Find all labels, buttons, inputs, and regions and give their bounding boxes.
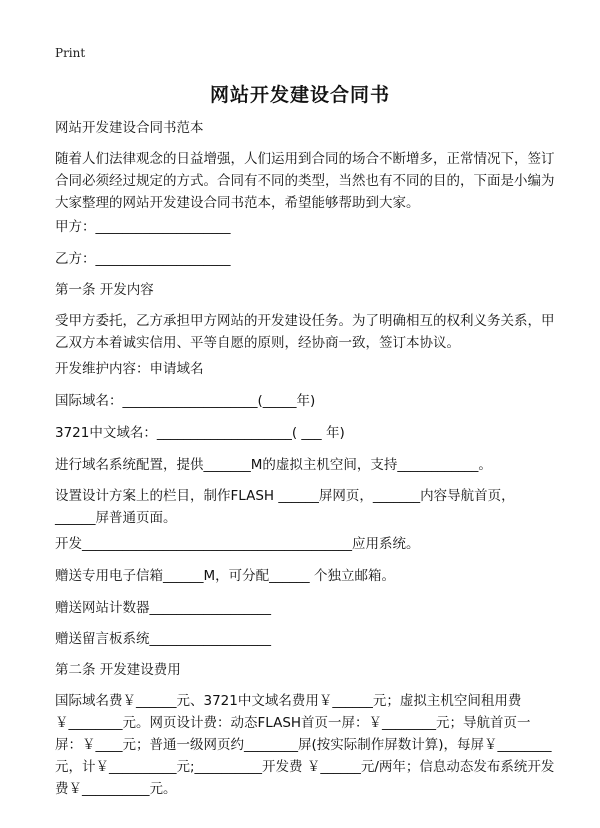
subtitle: 网站开发建设合同书范本 (55, 120, 204, 136)
intl-domain-line: 国际域名：____________________(_____年) (55, 393, 316, 409)
cn-domain-line: 3721中文域名：____________________( ___ 年) (55, 425, 345, 441)
maintenance-content: 开发维护内容：申请域名 (55, 361, 204, 377)
document-title: 网站开发建设合同书 (209, 84, 390, 106)
article-2-heading: 第二条 开发建设费用 (55, 662, 181, 678)
guestbook-line: 赠送留言板系统__________________ (55, 631, 271, 647)
email-line: 赠送专用电子信箱______M，可分配______ 个独立邮箱。 (55, 568, 395, 584)
article-1-heading: 第一条 开发内容 (55, 282, 154, 298)
hosting-line: 进行域名系统配置，提供_______M的虚拟主机空间，支持____________。 (55, 457, 492, 473)
fees-paragraph: 国际域名费￥______元、3721中文域名费用￥______元；虚拟主机空间租用费￥________元。网页设计费：动态FLASH首页一屏：￥________元；导航首页一屏：￥____元；普通一级网页约________屏(按实际制作屏数计算)，每屏￥________元，计￥__________元;__________开发费 ￥______元/两年；信息动态发布系统开发费￥__________元。 (55, 693, 555, 797)
party-b-line: 乙方：____________________ (55, 251, 231, 267)
intro-paragraph: 随着人们法律观念的日益增强，人们运用到合同的场合不断增多，正常情况下，签订合同必须经过规定的方式。合同有不同的类型，当然也有不同的目的，下面是小编为大家整理的网站开发建设合同书范本，希望能够帮助到大家。 (55, 151, 555, 211)
party-a-line: 甲方：____________________ (55, 219, 231, 235)
develop-line: 开发________________________________________应用系统。 (55, 536, 420, 552)
print-link[interactable]: Print (55, 46, 86, 60)
counter-line: 赠送网站计数器__________________ (55, 600, 271, 616)
design-line: 设置设计方案上的栏目，制作FLASH ______屏网页，_______内容导航首页，______屏普通页面。 (55, 488, 515, 526)
article-1-paragraph: 受甲方委托，乙方承担甲方网站的开发建设任务。为了明确相互的权利义务关系，甲乙双方本着诚实信用、平等自愿的原则，经协商一致，签订本协议。 (55, 313, 555, 351)
